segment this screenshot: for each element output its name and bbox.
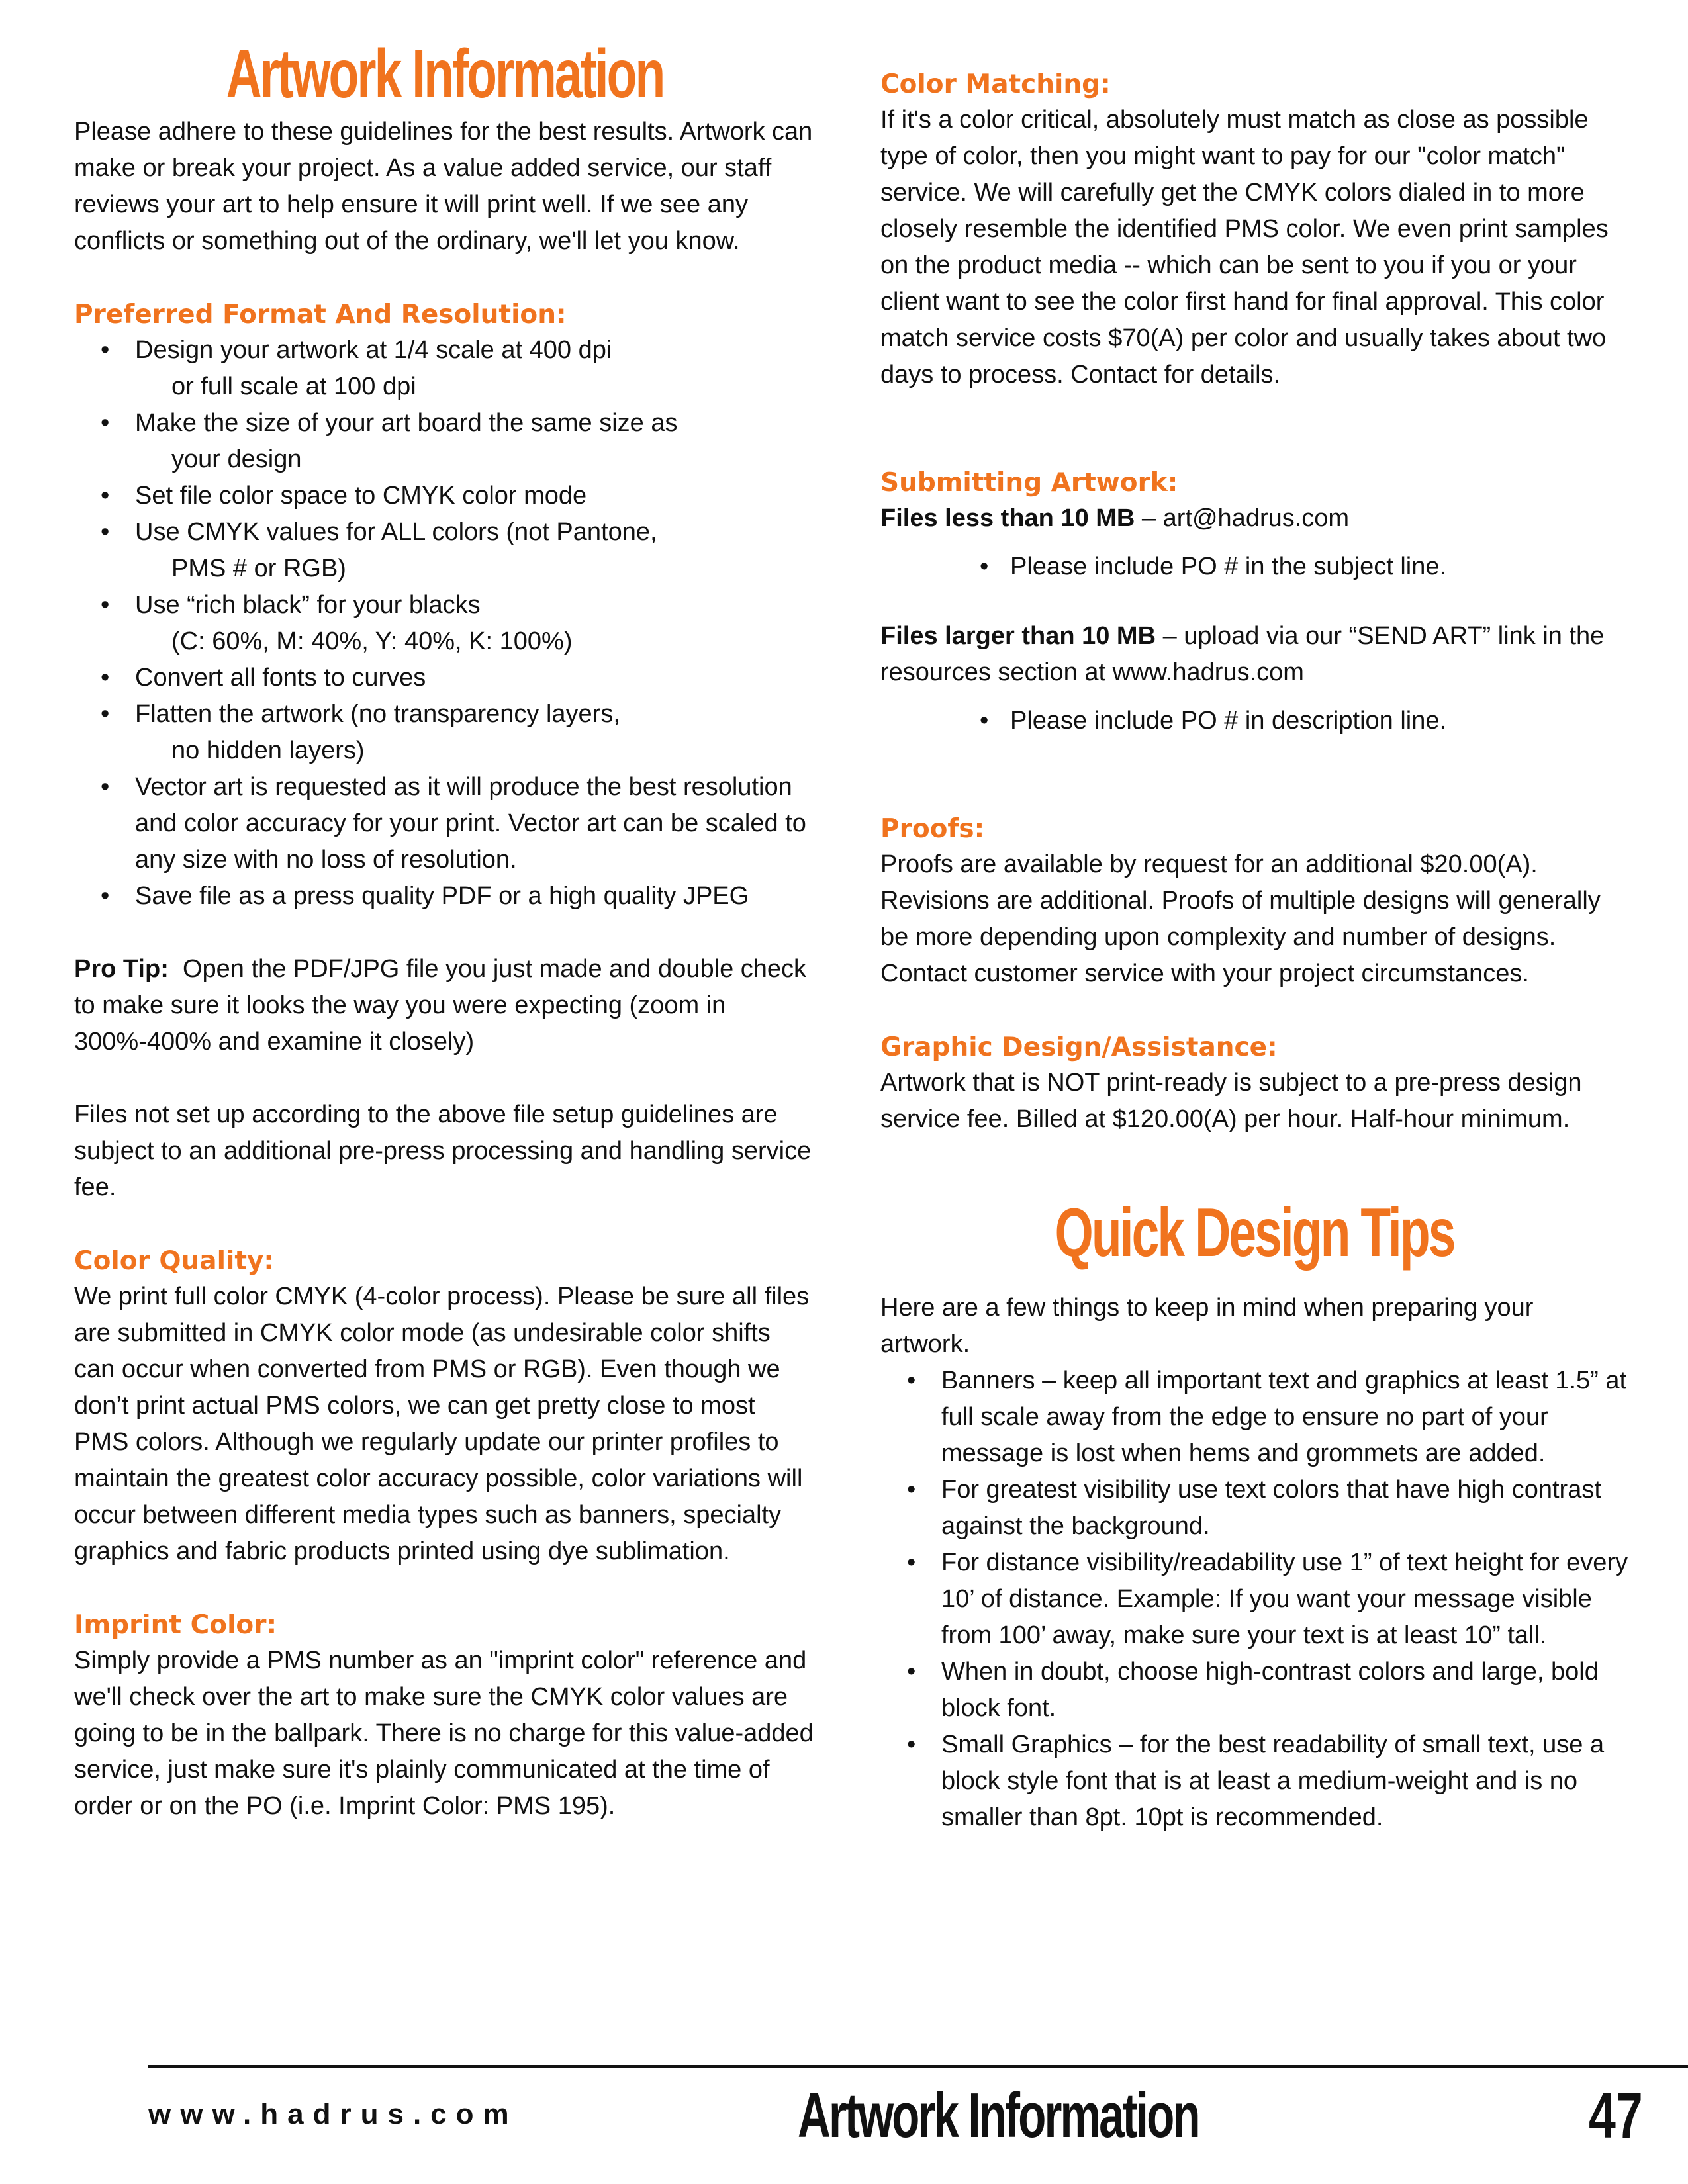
intro-text: Please adhere to these guidelines for the best results. Artwork can make or break your project. As a value added service, our staff reviews your art to help ensure it will print well. If we see any conflicts or something out of the ordinary, we'll let you know. [74,118,813,255]
list-item: • Make the size of your art board the same size as your design [74,405,816,478]
page-title: Artwork Information [226,36,664,113]
files-note: Files not set up according to the above file setup guidelines are subject to an additional pre-press processing and handling service fee. [74,1101,812,1201]
pro-tip [74,951,816,1060]
list-item: • When in doubt, choose high-contrast colors and large, bold block font. [880,1654,1628,1727]
submit-large-files: Files larger than 10 MB – upload via our “SEND ART” link in the resources section at www.hadrus.com [880,622,1605,686]
page-number: 47 [1589,2079,1643,2152]
proofs-text: Proofs are available by request for an additional $20.00(A). Revisions are additional. Proofs of multiple designs will generally be more depending upon complexity and number of designs. Contact customer service with your project circumstances. [880,850,1601,987]
list-item: • Banners – keep all important text and graphics at least 1.5” at full scale away from the edge to ensure no part of your message is lost when hems and grommets are added. [880,1363,1628,1472]
imprint-color-text: Simply provide a PMS number as an "imprint color" reference and we'll check over the art to make sure the CMYK color values are going to be in the ballpark. There is no charge for this value-added service, just make sure it's plainly communicated at the time of order or on the PO (i.e. Imprint Color: PMS 195). [74,1647,814,1820]
tips-title: Quick Design Tips [1055,1195,1454,1271]
pro-tip-label: Pro Tip: [74,955,169,983]
pro-tip-text: Open the PDF/JPG file you just made and double check to make sure it looks the way you were expecting (zoom in 300%-400% and examine it closely) [74,955,807,1056]
list-item: • Design your artwork at 1/4 scale at 400 dpi or full scale at 100 dpi [74,332,816,405]
list-item: • For greatest visibility use text colors that have high contrast against the background. [880,1472,1628,1545]
footer-url: www.hadrus.com [148,2098,518,2130]
list-item: • Flatten the artwork (no transparency layers, no hidden layers) [74,696,816,769]
footer-title: Artwork Information [798,2080,1199,2151]
list-item: • Convert all fonts to curves [74,660,816,696]
color-matching-text: If it's a color critical, absolutely must match as close as possible type of color, then you might want to pay for our "color match" service. We will carefully get the CMYK colors dialed in to more closely resemble the identified PMS color. We even print samples on the product media -- which can be sent to you if you or your client want to see the color first hand for final approval. This color match service costs $70(A) per color and usually takes about two days to process. Contact for details. [880,106,1609,388]
format-heading: Preferred Format And Resolution: [74,300,567,330]
color-quality-heading: Color Quality: [74,1246,275,1276]
imprint-color-heading: Imprint Color: [74,1610,277,1640]
graphic-design-text: Artwork that is NOT print-ready is subject to a pre-press design service fee. Billed at $120.00(A) per hour. Half-hour minimum. [880,1069,1582,1133]
submit-small-files: Files less than 10 MB – art@hadrus.com [880,504,1350,532]
list-item: • Set file color space to CMYK color mode [74,478,816,514]
list-item: • Please include PO # in the subject line. [880,549,1628,585]
list-item: • Vector art is requested as it will produce the best resolution and color accuracy for your print. Vector art can be scaled to any size with no loss of resolution. [74,769,816,878]
list-item: • Small Graphics – for the best readability of small text, use a block style font that is at least a medium-weight and is no smaller than 8pt. 10pt is recommended. [880,1727,1628,1836]
left-column [74,36,816,1825]
color-quality-text: We print full color CMYK (4-color process). Please be sure all files are submitted in CMYK color mode (as undesirable color shifts can occur when converted from PMS or RGB). Even though we don’t print actual PMS colors, we can get pretty close to most PMS colors. Although we regularly update our printer profiles to maintain the greatest color accuracy possible, color variations will occur between different media types such as banners, specialty graphics and fabric products printed using dye sublimation. [74,1283,810,1565]
footer-divider [148,2065,1688,2068]
format-list [74,332,816,915]
submitting-heading: Submitting Artwork: [880,468,1178,498]
graphic-design-heading: Graphic Design/Assistance: [880,1032,1278,1062]
submit-large-bullets [880,703,1628,739]
list-item: • Use CMYK values for ALL colors (not Pantone, PMS # or RGB) [74,514,816,587]
proofs-heading: Proofs: [880,814,985,844]
color-matching-heading: Color Matching: [880,69,1111,99]
tips-list [880,1363,1628,1836]
right-column [880,68,1628,1836]
list-item: • Use “rich black” for your blacks (C: 60%, M: 40%, Y: 40%, K: 100%) [74,587,816,660]
list-item: • Please include PO # in description line. [880,703,1628,739]
submit-small-bullets [880,549,1628,585]
list-item: • Save file as a press quality PDF or a high quality JPEG [74,878,816,915]
tips-intro: Here are a few things to keep in mind when preparing your artwork. [880,1294,1534,1358]
list-item: • For distance visibility/readability use 1” of text height for every 10’ of distance. Example: If you want your message visible from 100’ away, make sure your text is at least 10” tall. [880,1545,1628,1654]
